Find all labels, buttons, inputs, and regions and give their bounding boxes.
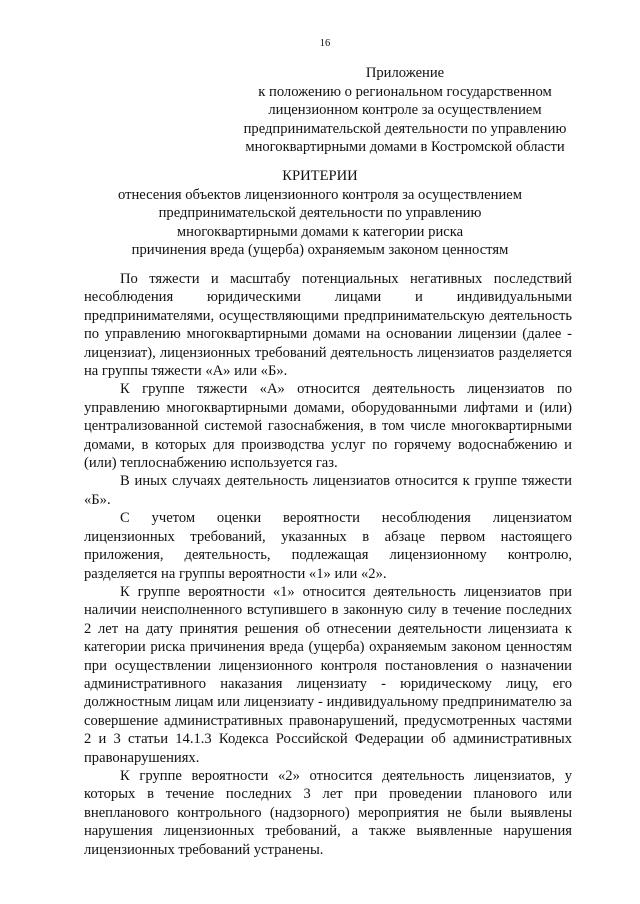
criteria-subtitle-line: причинения вреда (ущерба) охраняемым законом ценностям <box>131 242 509 259</box>
appendix-line: многоквартирными домами в Костромской области <box>245 139 565 156</box>
page-number: 16 <box>319 38 331 49</box>
criteria-title: КРИТЕРИИ <box>282 168 358 184</box>
criteria-subtitle-line: отнесения объектов лицензионного контроля за осуществлением <box>117 186 522 203</box>
document-body <box>84 270 572 859</box>
criteria-subtitle-line: предпринимательской деятельности по управлению <box>158 205 482 222</box>
body-paragraph: С учетом оценки вероятности несоблюдения лицензиатом лицензионных требований, указанных в абзаце первом настоящего приложения, деятельность, подлежащая лицензионному контролю, разделяется на группы вероятности «1» или «2». <box>84 510 572 582</box>
body-paragraph: К группе вероятности «2» относится деятельность лицензиатов, у которых в течение последних 3 лет при проведении планового или внепланового контрольного (надзорного) мероприятия не были выявлены нарушения лицензионных требований, а также выявленные нарушения лицензионных требований устранены. <box>84 767 572 858</box>
appendix-line: к положению о региональном государственном <box>258 83 552 100</box>
criteria-subtitle-line: многоквартирными домами к категории риска <box>176 223 464 240</box>
appendix-line: лицензионном контроле за осуществлением <box>268 102 542 119</box>
body-paragraph: К группе вероятности «1» относится деятельность лицензиатов при наличии неисполненного вступившего в законную силу в течение последних 2 лет на дату принятия решения об отнесении деятельности лицензиата к категории риска причинения вреда (ущерба) охраняемым законом ценностям при осуществлении лицензионного контроля постановления о назначении административного наказания лицензиату - юридическому лицу, его должностным лицам или лицензиату - индивидуальному предпринимателю за совершение административных правонарушений, предусмотренных частями 2 и 3 статьи 14.1.3 Кодекса Российской Федерации об административных правонарушениях. <box>84 583 572 766</box>
body-paragraph: По тяжести и масштабу потенциальных негативных последствий несоблюдения юридическими лицами и индивидуальными предпринимателями, осуществляющими предпринимательскую деятельность по управлению многоквартирными домами на основании лицензии (далее - лицензиат), лицензионных требований деятельность лицензиатов разделяется на группы тяжести «А» или «Б». <box>84 271 572 380</box>
criteria-heading <box>60 167 580 260</box>
appendix-header <box>220 64 590 157</box>
appendix-line: предпринимательской деятельности по управлению <box>243 120 567 137</box>
body-paragraph: В иных случаях деятельность лицензиатов относится к группе тяжести «Б». <box>84 473 572 508</box>
body-paragraph: К группе тяжести «А» относится деятельность лицензиатов по управлению многоквартирными домами, оборудованными лифтами и (или) централизованной системой газоснабжения, в том числе многоквартирными домами, в которых для производства услуг по горячему водоснабжению и (или) теплоснабжению используется газ. <box>84 381 572 472</box>
appendix-line: Приложение <box>365 65 445 81</box>
